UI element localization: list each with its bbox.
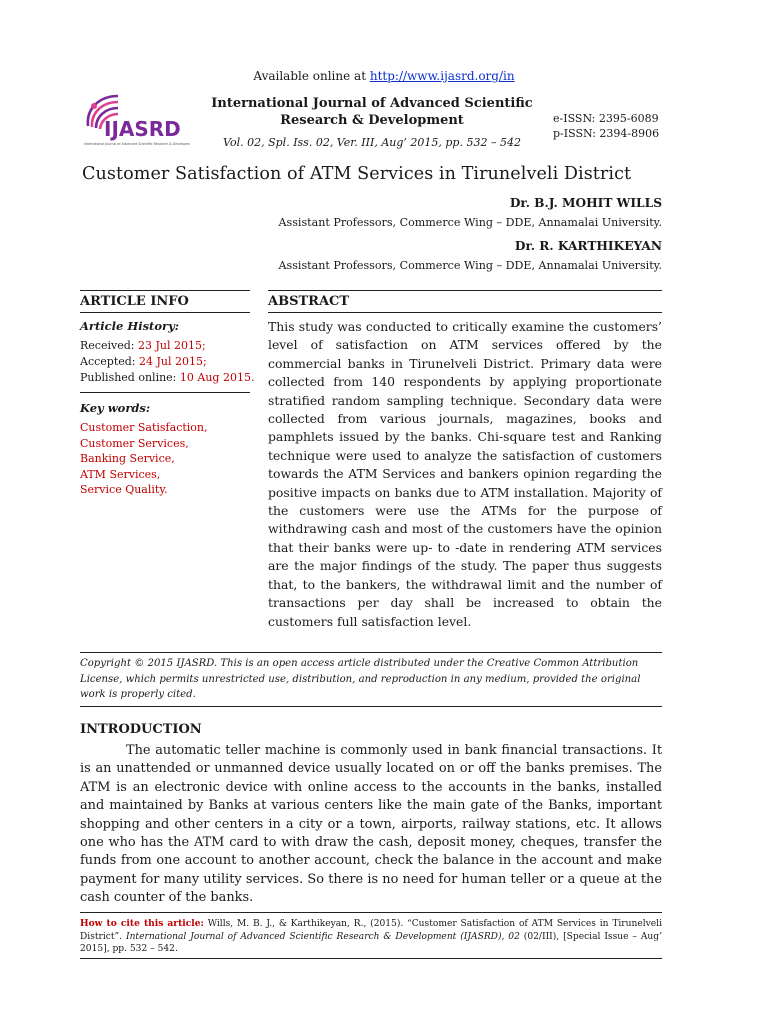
article-info-sub-rule [80, 312, 250, 313]
article-history [80, 338, 254, 386]
available-prefix: Available online at [253, 69, 370, 83]
keywords-rule [80, 392, 250, 393]
availability-line [0, 69, 768, 83]
abstract-top-rule [268, 290, 662, 291]
citation-bottom-rule [80, 958, 662, 959]
published-line: Published online: 10 Aug 2015. [80, 371, 255, 384]
e-issn: e-ISSN: 2395-6089 [553, 112, 659, 125]
logo-subtext: International Journal of Advanced Scientific Research & Development [84, 142, 190, 146]
keyword: Customer Satisfaction, [80, 421, 208, 434]
author-name: Dr. B.J. MOHIT WILLS [509, 196, 662, 210]
abstract-text: This study was conducted to critically examine the customers’ level of satisfaction on ATM services offered by the commercial banks in Tirunelveli District. Primary data were collected from 140 respondents by applying proportionate stratified random sampling technique. Secondary data were collected from various journals, magazines, books and pamphlets issued by the banks. Chi-square test and Ranking technique were used to analyze the satisfaction of customers towards the ATM Services and bankers opinion regarding the positive impacts on banks due to ATM installation. Majority of the customers were use the ATMs for the purpose of withdrawing cash and most of the customers have the opinion that their banks were up- to -date in rendering ATM services are the major findings of the study. The paper thus suggests that, to the bankers, the withdrawal limit and the number of transactions per day shall be increased to obtain the customers full satisfaction level. [268, 319, 662, 629]
ijasrd-logo [82, 90, 190, 148]
volume-line: Vol. 02, Spl. Iss. 02, Ver. III, Aug’ 2015, pp. 532 – 542 [223, 136, 521, 149]
article-info-heading: ARTICLE INFO [80, 294, 189, 309]
citation-label: How to cite this article: [80, 918, 204, 929]
issn-block [553, 111, 659, 141]
keyword: Banking Service, [80, 452, 175, 465]
keywords-list [80, 420, 208, 498]
author-affiliation: Assistant Professors, Commerce Wing – DDE, Annamalai University. [278, 216, 662, 229]
published-date: 10 Aug 2015. [179, 371, 255, 384]
journal-name: International Journal of Advanced Scientific Research & Development [211, 96, 533, 128]
received-line: Received: 23 Jul 2015; [80, 339, 206, 352]
abstract-heading: ABSTRACT [268, 294, 350, 309]
citation-part1: Wills, M. B. J., & Karthikeyan, R., (2015). “Customer Satisfaction of ATM Services in Tirunelveli District”. [80, 919, 662, 942]
citation-top-rule [80, 912, 662, 913]
abstract-body [268, 318, 662, 631]
citation-journal: International Journal of Advanced Scientific Research & Development (IJASRD), 02 [125, 931, 520, 942]
author-affiliation: Assistant Professors, Commerce Wing – DDE, Annamalai University. [278, 259, 662, 272]
journal-url-link[interactable]: http://www.ijasrd.org/in [369, 69, 515, 83]
accepted-date: 24 Jul 2015; [139, 355, 207, 368]
citation-block [80, 918, 662, 956]
accepted-line: Accepted: 24 Jul 2015; [80, 355, 207, 368]
author-name: Dr. R. KARTHIKEYAN [514, 239, 662, 253]
copyright-bottom-rule [80, 706, 662, 707]
article-history-heading: Article History: [80, 319, 180, 333]
received-date: 23 Jul 2015; [137, 339, 206, 352]
keyword: Customer Services, [80, 436, 189, 450]
introduction-paragraph: The automatic teller machine is commonly used in bank financial transactions. It is an unattended or unmanned device usually located on or off the banks premises. The ATM is an electronic device with online access to the accounts in the banks, installed and maintained by Banks at various centers like the main gate of the Banks, important shopping and other centers in a city or a town, airports, railway stations, etc. It allows one who has the ATM card to with draw the cash, deposit money, cheques, transfer the funds from one account to another account, check the balance in the account and make payment for many utility services. So there is no need for human teller or a queue at the cash counter of the banks. [80, 743, 662, 906]
abstract-bottom-rule [80, 652, 662, 653]
logo-wordmark: IJASRD [104, 117, 181, 141]
abstract-sub-rule [268, 312, 662, 313]
p-issn: p-ISSN: 2394-8906 [553, 127, 660, 140]
keyword: ATM Services, [80, 467, 161, 481]
introduction-heading: INTRODUCTION [80, 722, 202, 737]
keyword: Service Quality. [80, 483, 168, 496]
copyright-notice: Copyright © 2015 IJASRD. This is an open access article distributed under the Creative Common Attribution License, which permits unrestricted use, distribution, and reproduction in any medium, provided the original work is properly cited. [80, 658, 641, 701]
citation-part2: (02/III), [Special Issue – Aug’ 2015], pp. 532 – 542. [80, 931, 662, 955]
keywords-heading: Key words: [80, 401, 151, 415]
article-info-top-rule [80, 290, 250, 291]
paper-title: Customer Satisfaction of ATM Services in Tirunelveli District [82, 164, 632, 184]
logo-graphic [82, 90, 190, 148]
